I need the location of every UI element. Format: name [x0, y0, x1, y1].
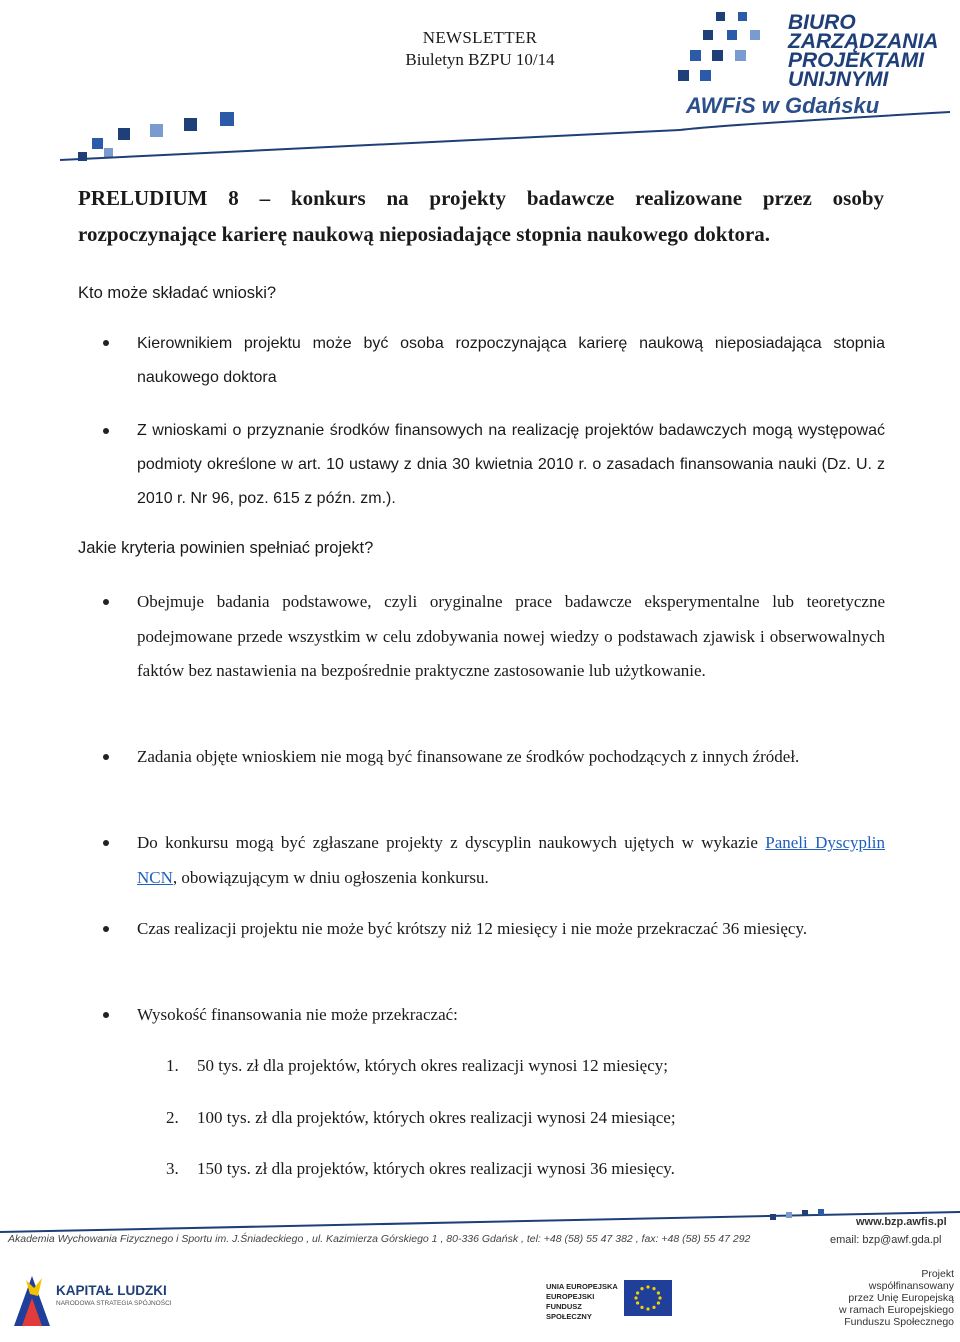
funding-text-1: 50 tys. zł dla projektów, których okres realizacji wynosi 12 miesięcy;: [197, 1056, 668, 1075]
criteria-heading: Jakie kryteria powinien spełniać projekt?: [78, 539, 374, 557]
panel-dyscyplin-link[interactable]: Paneli Dyscyplin NCN: [137, 833, 885, 887]
logo-line-4: UNIJNYMI: [788, 68, 889, 91]
criteria-item-2: Zadania objęte wnioskiem nie mogą być finansowane ze środków pochodzących z innych źródeł.: [137, 747, 800, 766]
bullet-icon: [103, 599, 109, 605]
bullet-icon: [103, 1012, 109, 1018]
cofin-line-2: przez Unię Europejską: [848, 1292, 954, 1304]
criteria-item-4: Czas realizacji projektu nie może być krótszy niż 12 miesięcy i nie może przekraczać 36 miesięcy.: [137, 919, 808, 938]
who-item-2: Z wnioskami o przyznanie środków finansowych na realizację projektów badawczych mogą występować podmioty określone w art. 10 ustawy z dnia 30 kwietnia 2010 r. o zasadach finansowania nauki (Dz. U. z 2010 r. Nr 96, poz. 615 z późn. zm.).: [137, 422, 885, 507]
footer-divider: [0, 1208, 960, 1234]
logo-line-2: ZARZĄDZANIA: [788, 30, 939, 53]
cofin-line-1: Projekt współfinansowany: [868, 1268, 954, 1292]
panel-text-before: Do konkursu mogą być zgłaszane projekty z dyscyplin naukowych ujętych w wykazie: [137, 833, 758, 852]
funding-number-2: 2.: [166, 1108, 179, 1127]
funding-number-3: 3.: [166, 1159, 179, 1178]
criteria-item-3: [137, 826, 885, 895]
bullet-icon: [103, 840, 109, 846]
who-heading: Kto może składać wnioski?: [78, 284, 277, 302]
cofinancing-note: [836, 1268, 954, 1328]
eu-line-2: EUROPEJSKI: [546, 1292, 595, 1301]
article-title: [78, 180, 884, 252]
funding-text-2: 100 tys. zł dla projektów, których okres realizacji wynosi 24 miesiące;: [197, 1108, 676, 1127]
title-line-2: rozpoczynające karierę naukową nieposiadające stopnia naukowego doktora.: [78, 222, 771, 246]
eu-line-1: UNIA EUROPEJSKA: [546, 1282, 618, 1291]
criteria-item-5: Wysokość finansowania nie może przekraczać:: [137, 1005, 458, 1024]
newsletter-label: NEWSLETTER: [422, 28, 538, 47]
title-line-1: PRELUDIUM 8 – konkurs na projekty badawcze realizowane przez osoby: [78, 186, 884, 210]
criteria-item-1: Obejmuje badania podstawowe, czyli oryginalne prace badawcze eksperymentalne lub teoretyczne podejmowane przede wszystkim w celu zdobywania nowej wiedzy o podstawach zjawisk i obserwowalnych faktów bez nastawienia na bezpośrednie praktyczne zastosowanie lub użytkowanie.: [137, 592, 885, 680]
bullet-icon: [103, 428, 109, 434]
logo-line-3: PROJEKTAMI: [788, 49, 925, 72]
eu-line-3: FUNDUSZ SPOŁECZNY: [546, 1302, 592, 1321]
eu-label: [546, 1282, 621, 1322]
funding-text-3: 150 tys. zł dla projektów, których okres realizacji wynosi 36 miesięcy.: [197, 1159, 675, 1178]
panel-text-after: , obowiązującym w dniu ogłoszenia konkursu.: [172, 867, 489, 887]
eu-flag-icon: [624, 1280, 672, 1316]
bulletin-number: Biuletyn BZPU 10/14: [405, 50, 555, 69]
cofin-line-3: w ramach Europejskiego: [839, 1304, 954, 1316]
bullet-icon: [103, 754, 109, 760]
logo-line-5: AWFiS w Gdańsku: [686, 93, 880, 118]
bullet-icon: [103, 340, 109, 346]
bullet-icon: [103, 926, 109, 932]
logo-line-1: BIURO: [788, 11, 856, 34]
kapital-ludzki-subtitle: NARODOWA STRATEGIA SPÓJNOŚCI: [56, 1300, 172, 1307]
footer-website: www.bzp.awfis.pl: [856, 1216, 947, 1228]
kapital-ludzki-name: KAPITAŁ LUDZKI: [56, 1283, 167, 1298]
footer-email: email: bzp@awf.gda.pl: [830, 1234, 942, 1246]
footer-address: Akademia Wychowania Fizycznego i Sportu im. J.Śniadeckiego , ul. Kazimierza Górskiego 1 , 80-336 Gdańsk , tel: +48 (58) 55 47 382 , fax: +48 (58) 55 47 292: [8, 1233, 751, 1245]
who-item-1: Kierownikiem projektu może być osoba rozpoczynająca karierę naukową nieposiadająca stopnia naukowego doktora: [137, 335, 885, 386]
cofin-line-4: Funduszu Społecznego: [844, 1316, 954, 1328]
funding-number-1: 1.: [166, 1056, 179, 1075]
